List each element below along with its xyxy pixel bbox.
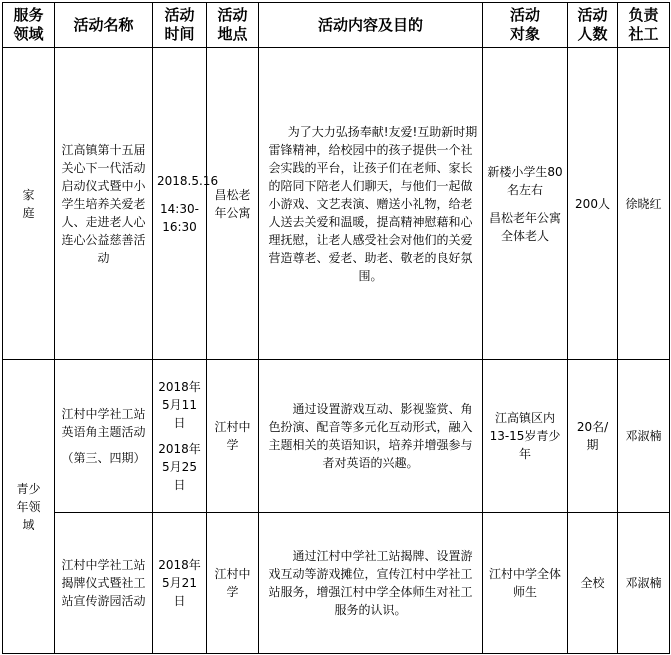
activity-worker: 徐晓红 bbox=[618, 48, 670, 360]
activity-content: 为了大力弘扬奉献!友爱!互助新时期雷锋精神，给校园中的孩子提供一个社会实践的平台，让孩子们在老师、家长的陪同下陪老人们聊天，与他们一起做小游戏、文艺表演、赠送小礼物，给老人送去关爱和温暖，提高精神慰藉和心理抚慰，让老人感受社会对他们的关爱营造尊老、爱老、助老、敬老的良好氛围。 bbox=[259, 48, 483, 360]
header-target: 活动 对象 bbox=[483, 3, 568, 48]
activity-target: 江高镇区内13-15岁青少年 bbox=[483, 360, 568, 513]
activity-count: 全校 bbox=[568, 513, 618, 654]
header-place: 活动 地点 bbox=[207, 3, 259, 48]
table-row bbox=[3, 360, 670, 513]
table-row bbox=[3, 513, 670, 654]
activity-count: 20名/期 bbox=[568, 360, 618, 513]
header-content: 活动内容及目的 bbox=[259, 3, 483, 48]
header-worker: 负责 社工 bbox=[618, 3, 670, 48]
activity-name: 江村中学社工站揭牌仪式暨社工站宣传游园活动 bbox=[55, 513, 153, 654]
activity-place: 江村中学 bbox=[207, 513, 259, 654]
header-name: 活动名称 bbox=[55, 3, 153, 48]
activity-time: 2018年 5月21 日 bbox=[153, 513, 207, 654]
activity-place: 江村中学 bbox=[207, 360, 259, 513]
activity-count: 200人 bbox=[568, 48, 618, 360]
table-row bbox=[3, 48, 670, 360]
domain-cell: 家 庭 bbox=[3, 48, 55, 360]
activity-name: 江村中学社工站英语角主题活动 （第三、四期） bbox=[55, 360, 153, 513]
activity-content: 通过江村中学社工站揭牌、设置游戏互动等游戏摊位，宣传江村中学社工站服务，增强江村中学全体师生对社工服务的认识。 bbox=[259, 513, 483, 654]
activity-content: 通过设置游戏互动、影视鉴赏、角色扮演、配音等多元化互动形式，融入主题相关的英语知识，培养并增强参与者对英语的兴趣。 bbox=[259, 360, 483, 513]
activity-name: 江高镇第十五届关心下一代活动启动仪式暨中小学生培养关爱老人、走进老人心连心公益慈善活动 bbox=[55, 48, 153, 360]
header-time: 活动 时间 bbox=[153, 3, 207, 48]
activity-place: 昌松老年公寓 bbox=[207, 48, 259, 360]
activity-target: 新楼小学生80名左右 昌松老年公寓全体老人 bbox=[483, 48, 568, 360]
activity-worker: 邓淑楠 bbox=[618, 360, 670, 513]
header-count: 活动 人数 bbox=[568, 3, 618, 48]
activity-time: 2018年 5月11 日 2018年 5月25 日 bbox=[153, 360, 207, 513]
activity-target: 江村中学全体师生 bbox=[483, 513, 568, 654]
activity-schedule-table bbox=[2, 2, 670, 654]
domain-cell: 青少 年领 域 bbox=[3, 360, 55, 654]
header-row bbox=[3, 3, 670, 48]
activity-time: 2018.5.16 14:30-16:30 bbox=[153, 48, 207, 360]
header-domain: 服务 领域 bbox=[3, 3, 55, 48]
activity-worker: 邓淑楠 bbox=[618, 513, 670, 654]
